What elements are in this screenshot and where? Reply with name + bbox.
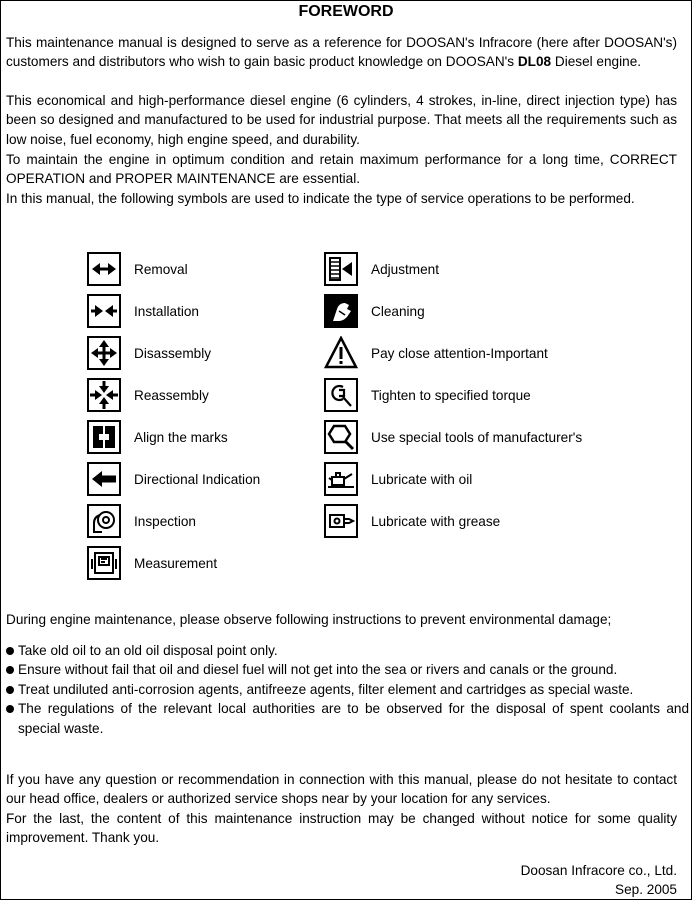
page-title: FOREWORD [298, 3, 394, 20]
list-item-text: Ensure without fail that oil and diesel fuel will not get into the sea or rivers and canals or the ground. [18, 662, 618, 678]
symbol-label: Removal [134, 261, 188, 277]
inspection-icon [87, 504, 121, 538]
symbol-label: Use special tools of manufacturer's [371, 429, 583, 445]
torque-wrench-icon [324, 378, 358, 412]
bullet-dot [6, 705, 14, 713]
symbol-removal [87, 251, 188, 287]
symbol-installation [87, 293, 199, 329]
symbol-label: Reassembly [134, 387, 209, 403]
symbol-label: Lubricate with oil [371, 471, 473, 487]
warning-icon [324, 336, 358, 370]
symbol-special-tools [324, 419, 582, 455]
list-item [5, 641, 689, 660]
installation-icon [87, 294, 121, 328]
symbol-reassembly [87, 377, 209, 413]
environment-list [5, 641, 689, 738]
oil-can-icon [324, 462, 358, 496]
symbol-label: Tighten to specified torque [371, 387, 531, 403]
align-marks-icon [87, 420, 121, 454]
symbol-lubricate-grease [324, 503, 500, 539]
symbol-pay-attention [324, 335, 548, 371]
symbol-torque [324, 377, 531, 413]
symbol-label: Pay close attention-Important [371, 345, 548, 361]
symbol-label: Installation [134, 303, 199, 319]
symbol-align-marks [87, 419, 228, 455]
bullet-dot [6, 666, 14, 674]
symbol-adjustment [324, 251, 439, 287]
symbol-disassembly [87, 335, 211, 371]
list-item [5, 660, 689, 679]
directional-arrow-icon [87, 462, 121, 496]
bullet-dot [6, 686, 14, 694]
disassembly-icon [87, 336, 121, 370]
engine-model: DL08 [517, 54, 552, 70]
symbol-directional-indication [87, 461, 260, 497]
symbol-label: Measurement [134, 555, 218, 571]
symbol-label: Disassembly [134, 345, 212, 361]
symbol-label: Directional Indication [134, 471, 261, 487]
list-item-text: The regulations of the relevant local authorities are to be observed for the disposal of spent coolants and special waste. [18, 701, 689, 736]
symbol-measurement [87, 545, 217, 581]
intro-paragraph-maintenance: To maintain the engine in optimum condition and retain maximum performance for a long time, CORRECT OPERATION and PROPER MAINTENANCE are essential. [6, 152, 677, 187]
list-item-text: Take old oil to an old oil disposal point only. [18, 643, 278, 658]
symbol-cleaning [324, 293, 425, 329]
list-item-text: Treat undiluted anti-corrosion agents, antifreeze agents, filter element and cartridges as special waste. [18, 681, 634, 697]
list-item [5, 699, 689, 738]
closing-paragraph-notice: For the last, the content of this maintenance instruction may be changed without notice for some quality improvement. Thank you. [6, 811, 677, 846]
intro-text-before: This maintenance manual is designed to serve as a reference for DOOSAN's Infracore (here after DOOSAN's) customers and distributors who wish to gain basic product knowledge on DOOSAN's [6, 35, 677, 70]
bullet-dot [6, 647, 14, 655]
signature-block [521, 861, 677, 900]
adjustment-icon [324, 252, 358, 286]
symbol-label: Align the marks [134, 429, 228, 445]
intro-paragraph-symbols: In this manual, the following symbols are used to indicate the type of service operations to be performed. [6, 191, 635, 206]
symbol-label: Cleaning [371, 303, 425, 319]
closing-paragraph-contact: If you have any question or recommendation in connection with this manual, please do not hesitate to contact our head office, dealers or authorized service shops near by your location for any services. [6, 772, 677, 807]
intro-text-after: Diesel engine. [551, 54, 642, 70]
environment-intro: During engine maintenance, please observe following instructions to prevent environmental damage; [6, 612, 612, 627]
intro-paragraph-purpose [6, 33, 677, 72]
symbol-inspection [87, 503, 196, 539]
removal-icon [87, 252, 121, 286]
grease-gun-icon [324, 504, 358, 538]
reassembly-icon [87, 378, 121, 412]
measurement-icon [87, 546, 121, 580]
symbol-label: Inspection [134, 513, 196, 529]
company-name: Doosan Infracore co., Ltd. [520, 863, 677, 878]
symbol-lubricate-oil [324, 461, 472, 497]
intro-paragraph-engine: This economical and high-performance diesel engine (6 cylinders, 4 strokes, in-line, direct injection type) has been so designed and manufactured to be used for industrial purpose. That meets all the requirements such as low noise, fuel economy, high engine speed, and durability. [6, 93, 677, 147]
symbol-label: Lubricate with grease [371, 513, 501, 529]
cleaning-icon [324, 294, 358, 328]
symbol-label: Adjustment [371, 261, 440, 277]
publication-date: Sep. 2005 [615, 882, 677, 898]
list-item [5, 680, 689, 699]
special-tool-icon [324, 420, 358, 454]
